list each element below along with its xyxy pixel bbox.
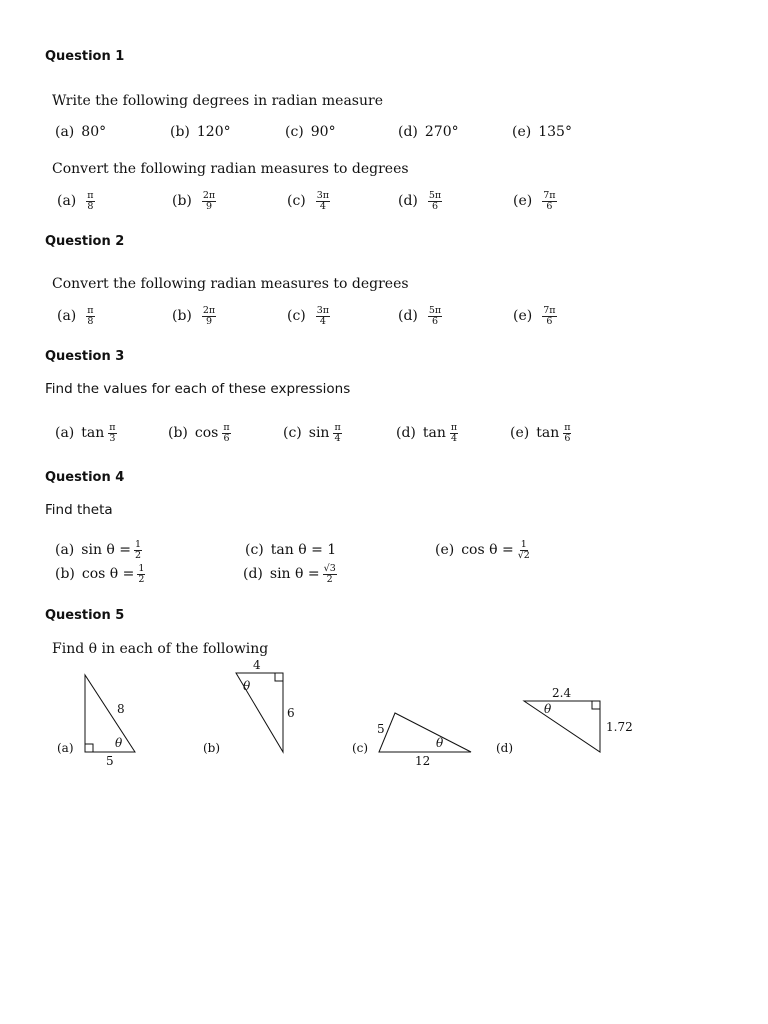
q1-radian-item-a — [57, 188, 95, 214]
item-label: (c) — [285, 124, 304, 140]
triangle-a-base-length: 5 — [106, 754, 114, 768]
numerator: 2π — [202, 189, 216, 201]
item-label: (a) — [57, 308, 77, 324]
denominator: 4 — [319, 315, 326, 327]
item-label: (c) — [245, 542, 264, 558]
q3-expression-item-b — [168, 420, 231, 446]
q1-radian-item-d — [398, 188, 442, 214]
q1-degree-item-e — [512, 119, 572, 145]
item-label: (c) — [287, 193, 306, 209]
fraction — [134, 540, 142, 561]
triangle-b-right-length: 6 — [287, 706, 295, 720]
triangle-a-label: (a) — [57, 741, 74, 755]
denominator: 6 — [223, 432, 230, 444]
item-label: (a) — [55, 425, 75, 441]
numerator: π — [450, 421, 458, 433]
degree-value: 80° — [81, 124, 107, 140]
degree-value: 90° — [310, 124, 336, 140]
q4-equation-item-d — [243, 561, 337, 587]
q1-instruction-radians: Convert the following radian measures to degrees — [52, 161, 409, 177]
item-label: (d) — [398, 193, 418, 209]
q1-degree-row — [0, 119, 768, 145]
triangle-d-right-length: 1.72 — [606, 720, 633, 734]
fraction — [517, 540, 531, 561]
fraction — [428, 191, 442, 212]
numerator: 1 — [135, 538, 142, 550]
triangle-d-top-length: 2.4 — [552, 686, 572, 700]
triangle-d — [496, 686, 633, 755]
q3-expression-item-c — [283, 420, 342, 446]
q4-equation-item-e — [435, 537, 531, 563]
q1-instruction-degrees: Write the following degrees in radian measure — [52, 93, 383, 109]
fraction — [86, 191, 94, 212]
right-angle-mark — [85, 744, 93, 752]
numerator: √3 — [323, 562, 336, 574]
degree-value: 270° — [424, 124, 459, 140]
fraction — [323, 564, 337, 585]
q1-radian-item-b — [172, 188, 216, 214]
question-4-heading: Question 4 — [45, 470, 125, 485]
q4-equation-row-1 — [0, 537, 768, 563]
item-label: (b) — [55, 566, 75, 582]
fraction — [316, 306, 330, 327]
q4-equation-item-a — [55, 537, 142, 563]
fraction — [202, 191, 216, 212]
numerator: 5π — [428, 189, 442, 201]
q1-radian-row — [0, 188, 768, 214]
triangle-b — [203, 658, 295, 755]
triangle-c-left-length: 5 — [377, 722, 385, 736]
denominator: 3 — [109, 432, 116, 444]
right-angle-mark — [592, 701, 600, 709]
q2-radian-row — [0, 303, 768, 329]
item-label: (c) — [287, 308, 306, 324]
fraction — [542, 191, 556, 212]
denominator: 6 — [432, 315, 439, 327]
denominator: 6 — [546, 315, 553, 327]
denominator: 4 — [319, 200, 326, 212]
triangle-c — [352, 713, 471, 768]
item-label: (b) — [172, 308, 192, 324]
q1-radian-item-e — [513, 188, 557, 214]
denominator: 2 — [326, 573, 333, 585]
q1-degree-item-a — [55, 119, 106, 145]
item-label: (d) — [243, 566, 263, 582]
denominator: 4 — [450, 432, 458, 444]
item-label: (d) — [398, 308, 418, 324]
triangle-c-label: (c) — [352, 741, 369, 755]
q4-equation-item-b — [55, 561, 145, 587]
item-label: (a) — [55, 542, 75, 558]
triangle-c-shape — [379, 713, 471, 752]
numerator: 1 — [138, 562, 145, 574]
theta-angle-label: θ — [544, 702, 552, 716]
q4-equation-row-2 — [0, 561, 768, 587]
trig-function: tan — [422, 425, 446, 441]
q5-instruction: Find θ in each of the following — [52, 641, 269, 657]
numerator: π — [564, 421, 571, 433]
item-label: (c) — [283, 425, 302, 441]
denominator: 2 — [135, 549, 142, 561]
triangle-a-hypotenuse-length: 8 — [117, 702, 125, 716]
denominator: 6 — [546, 200, 553, 212]
denominator: 8 — [87, 200, 94, 212]
triangle-b-top-length: 4 — [253, 658, 261, 672]
numerator: 7π — [543, 304, 556, 316]
numerator: π — [109, 421, 116, 433]
triangle-b-label: (b) — [203, 741, 221, 755]
theta-angle-label: θ — [243, 679, 251, 693]
q2-radian-item-b — [172, 303, 216, 329]
trig-function: tan — [81, 425, 105, 441]
numerator: π — [334, 421, 341, 433]
q3-expression-row — [0, 420, 768, 446]
item-label: (e) — [513, 193, 533, 209]
fraction — [333, 423, 341, 444]
item-label: (d) — [398, 124, 418, 140]
q2-instruction: Convert the following radian measures to degrees — [52, 276, 409, 292]
q2-radian-item-c — [287, 303, 330, 329]
equation-lhs: sin θ = — [81, 542, 132, 558]
item-label: (b) — [172, 193, 192, 209]
q1-degree-item-d — [398, 119, 459, 145]
q3-instruction: Find the values for each of these expressions — [45, 381, 351, 397]
q1-radian-item-c — [287, 188, 330, 214]
q1-degree-item-b — [170, 119, 231, 145]
numerator: 3π — [316, 189, 330, 201]
equation-lhs: cos θ = — [81, 566, 135, 582]
numerator: 1 — [520, 538, 527, 550]
fraction — [428, 306, 442, 327]
numerator: 2π — [202, 304, 216, 316]
item-label: (e) — [512, 124, 532, 140]
right-angle-mark — [275, 673, 283, 681]
trig-function: sin — [308, 425, 330, 441]
fraction — [222, 423, 230, 444]
numerator: π — [87, 304, 94, 316]
numerator: 7π — [543, 189, 556, 201]
item-label: (b) — [170, 124, 190, 140]
q1-degree-item-c — [285, 119, 336, 145]
degree-value: 135° — [538, 124, 572, 140]
q2-radian-item-e — [513, 303, 557, 329]
trig-function: tan — [536, 425, 560, 441]
q4-equation-item-c — [245, 537, 336, 563]
denominator: 9 — [206, 200, 213, 212]
denominator: 8 — [87, 315, 94, 327]
fraction — [316, 191, 330, 212]
degree-value: 120° — [196, 124, 231, 140]
item-label: (e) — [435, 542, 455, 558]
theta-angle-label: θ — [436, 736, 444, 750]
denominator: 9 — [206, 315, 213, 327]
q3-expression-item-a — [55, 420, 117, 446]
numerator: π — [87, 189, 94, 201]
denominator: 4 — [334, 432, 341, 444]
fraction — [542, 306, 556, 327]
fraction — [86, 306, 94, 327]
denominator: 2 — [138, 573, 145, 585]
q5-triangles-figure — [0, 655, 768, 775]
fraction — [108, 423, 116, 444]
denominator: 6 — [564, 432, 571, 444]
item-label: (e) — [513, 308, 533, 324]
triangle-d-label: (d) — [496, 741, 514, 755]
q3-expression-item-e — [510, 420, 571, 446]
theta-angle-label: θ — [115, 736, 123, 750]
item-label: (d) — [396, 425, 416, 441]
denominator: √2 — [517, 549, 530, 561]
fraction — [202, 306, 216, 327]
q3-expression-item-d — [396, 420, 458, 446]
question-1-heading: Question 1 — [45, 49, 125, 64]
item-label: (b) — [168, 425, 188, 441]
triangle-c-base-length: 12 — [415, 754, 431, 768]
numerator: π — [223, 421, 230, 433]
numerator: 5π — [428, 304, 442, 316]
equation-lhs: sin θ = — [269, 566, 320, 582]
question-3-heading: Question 3 — [45, 349, 125, 364]
item-label: (a) — [57, 193, 77, 209]
item-label: (e) — [510, 425, 530, 441]
fraction — [137, 564, 145, 585]
numerator: 3π — [316, 304, 330, 316]
triangle-a-shape — [85, 675, 135, 752]
denominator: 6 — [432, 200, 439, 212]
fraction — [450, 423, 458, 444]
equation-lhs: cos θ = — [461, 542, 514, 558]
triangle-a — [57, 675, 135, 768]
trig-function: cos — [194, 425, 219, 441]
q4-instruction: Find theta — [45, 502, 113, 518]
q2-radian-item-a — [57, 303, 95, 329]
question-5-heading: Question 5 — [45, 608, 125, 623]
equation-lhs: tan θ = 1 — [270, 542, 337, 558]
item-label: (a) — [55, 124, 75, 140]
question-2-heading: Question 2 — [45, 234, 125, 249]
fraction — [563, 423, 571, 444]
triangle-d-shape — [524, 701, 600, 752]
q2-radian-item-d — [398, 303, 442, 329]
